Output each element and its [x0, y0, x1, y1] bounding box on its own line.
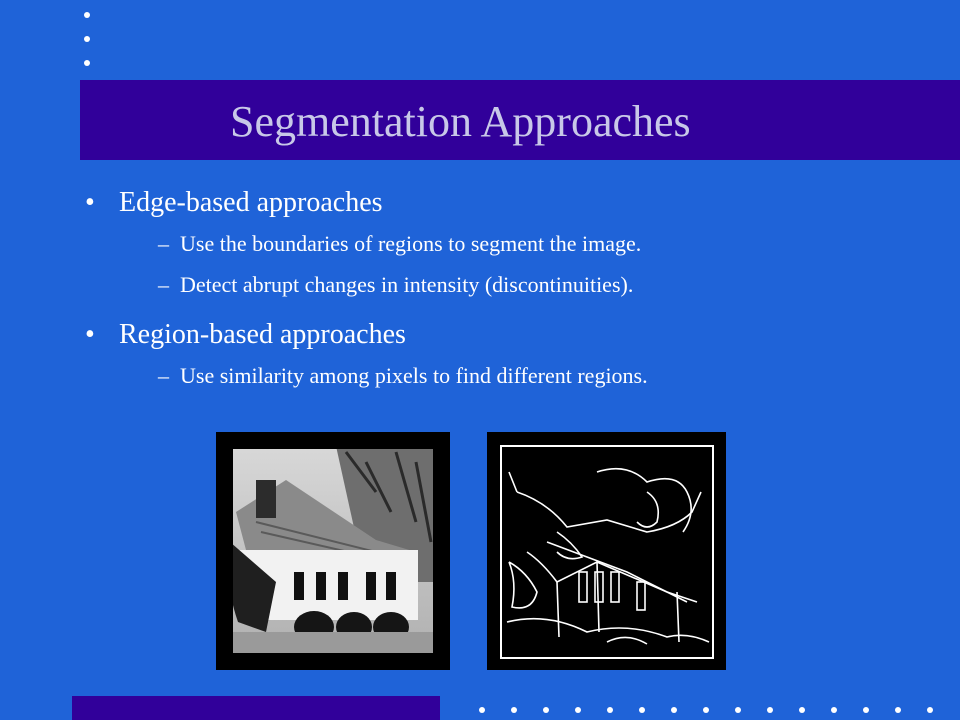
decorative-dot [703, 707, 709, 713]
bullet-text-edge-based: Edge-based approaches [119, 187, 383, 218]
decorative-dot [84, 60, 90, 66]
bullet-item [85, 185, 648, 221]
sub-bullet-text: Detect abrupt changes in intensity (discontinuities). [180, 272, 634, 298]
sub-bullet-text: Use the boundaries of regions to segment the image. [180, 231, 642, 257]
footer-bar [72, 696, 440, 720]
sub-bullet-marker: – [158, 272, 169, 298]
house-photo [216, 432, 450, 670]
decorative-dot [607, 707, 613, 713]
decorative-dot [831, 707, 837, 713]
decorative-dot [799, 707, 805, 713]
decorative-dot [84, 12, 90, 18]
sub-bullet-item [158, 270, 648, 301]
bullet-marker: • [85, 187, 95, 218]
decorative-dot [479, 707, 485, 713]
sub-bullet-item [158, 229, 648, 260]
bullet-item [85, 317, 648, 353]
house-edge-map [487, 432, 726, 670]
bullet-text-region-based: Region-based approaches [119, 318, 406, 350]
sub-bullet-text: Use similarity among pixels to find different regions. [180, 363, 648, 389]
decorative-dot [767, 707, 773, 713]
decorative-dot [575, 707, 581, 713]
sub-bullet-item [158, 361, 648, 392]
slide-title: Segmentation Approaches [230, 97, 691, 146]
slide-body [85, 185, 648, 402]
grayscale-house-image [216, 432, 450, 670]
sub-bullet-marker: – [158, 363, 169, 389]
decorative-dot [84, 36, 90, 42]
decorative-dot [927, 707, 933, 713]
decorative-dot [895, 707, 901, 713]
decorative-dot [511, 707, 517, 713]
bullet-marker: • [85, 318, 95, 350]
decorative-dot [543, 707, 549, 713]
sub-bullet-marker: – [158, 231, 169, 257]
decorative-dot [863, 707, 869, 713]
decorative-dot [671, 707, 677, 713]
edge-detection-image [487, 432, 726, 670]
decorative-dot [639, 707, 645, 713]
decorative-dot [735, 707, 741, 713]
